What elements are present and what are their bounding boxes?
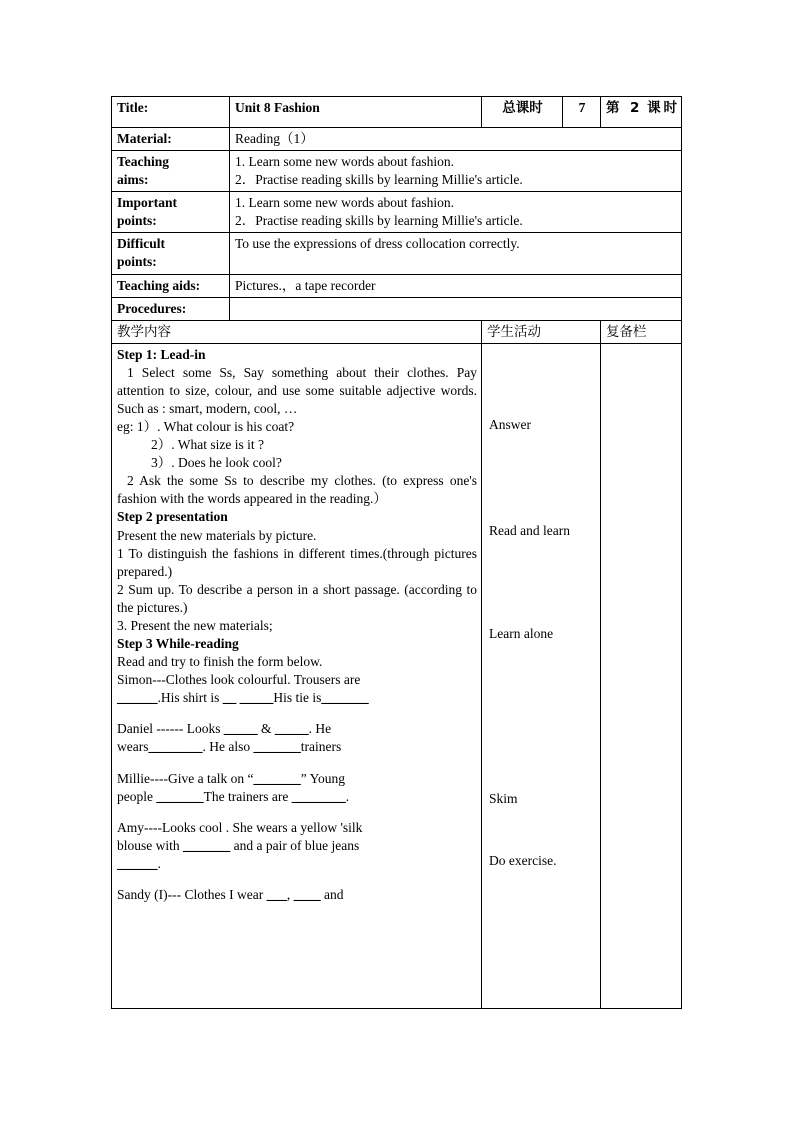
millie-text-2: ” Young xyxy=(300,770,345,786)
exercise-simon-line2 xyxy=(117,689,477,707)
important-points-value xyxy=(230,192,682,233)
amy-blank-1: _______ xyxy=(183,837,231,853)
daniel-text-2: & xyxy=(257,721,275,737)
table-row-material xyxy=(112,128,682,151)
step1-paragraph-1: 1 Select some Ss, Say something about their clothes. Pay attention to size, colour, and use some suitable adjective words. Such as : smart, modern, cool, … xyxy=(117,364,477,417)
exercise-daniel-line2 xyxy=(117,738,477,756)
exercise-amy-line3 xyxy=(117,855,477,873)
table-row-teaching-aims xyxy=(112,151,682,192)
exercise-daniel-line1 xyxy=(117,720,477,738)
teaching-aims-value xyxy=(230,151,682,192)
sandy-text-3: and xyxy=(320,886,344,902)
step1-example-3: 3）. Does he look cool? xyxy=(151,455,282,471)
teaching-aims-label xyxy=(112,151,230,192)
table-row-title xyxy=(112,97,682,128)
daniel-blank-3: ________ xyxy=(148,739,203,755)
sandy-blank-2: ____ xyxy=(293,886,321,902)
table-row-procedures xyxy=(112,297,682,320)
lesson-plan-table xyxy=(111,96,682,1009)
column-header-student-activity: 学生活动 xyxy=(482,320,601,343)
daniel-text-6: trainers xyxy=(300,739,342,755)
millie-blank-3: ________ xyxy=(291,788,346,804)
title-value: Unit 8 Fashion xyxy=(230,97,482,128)
column-header-teaching-content: 教学内容 xyxy=(112,320,482,343)
step2-item-1: 1 To distinguish the fashions in different times.(through pictures prepared.) xyxy=(117,545,477,579)
millie-blank-1: _______ xyxy=(253,770,301,786)
step2-heading: Step 2 presentation xyxy=(117,509,228,525)
material-value: Reading（1） xyxy=(230,128,682,151)
simon-text-2: His tie is xyxy=(273,690,322,706)
spacer-2 xyxy=(117,757,477,770)
amy-blank-2: ______ xyxy=(117,855,158,871)
activity-learn-alone: Learn alone xyxy=(489,625,554,641)
sandy-text-2: , xyxy=(286,886,294,902)
teaching-aims-item-1: 1. Learn some new words about fashion. xyxy=(235,154,454,170)
table-row-column-headers xyxy=(112,320,682,343)
spacer-3 xyxy=(117,806,477,819)
difficult-points-label-line1: Difficult xyxy=(117,236,165,252)
teaching-aims-item-2: 2．Practise reading skills by learning Millie's article. xyxy=(235,172,523,188)
difficult-points-value: To use the expressions of dress collocation correctly. xyxy=(230,233,682,274)
step2-item-3: 3. Present the new materials; xyxy=(117,617,273,633)
daniel-blank-2: _____ xyxy=(274,721,309,737)
teaching-aims-label-line2: aims: xyxy=(117,172,149,188)
sandy-text-1: Sandy (I)--- Clothes I wear xyxy=(117,886,267,902)
amy-text-3: . xyxy=(157,855,161,871)
millie-text-4: The trainers are xyxy=(203,788,292,804)
daniel-blank-4: _______ xyxy=(253,739,301,755)
exercise-sandy-line1 xyxy=(117,886,477,904)
material-label: Material: xyxy=(112,128,230,151)
amy-text-2: and a pair of blue jeans xyxy=(230,837,360,853)
teaching-aims-label-line1: Teaching xyxy=(117,154,170,170)
activity-do-exercise: Do exercise. xyxy=(489,852,557,868)
activity-skim: Skim xyxy=(489,790,518,806)
table-row-body xyxy=(112,343,682,1008)
step1-paragraph-2: 2 Ask the some Ss to describe my clothes. (to express one's fashion with the words appeared in the reading.） xyxy=(117,473,477,507)
daniel-text-1: Daniel ------ Looks xyxy=(117,721,224,737)
daniel-text-5: . He also xyxy=(202,739,254,755)
sandy-blank-1: ___ xyxy=(266,886,287,902)
millie-text-3: people xyxy=(117,788,157,804)
student-activity-cell xyxy=(482,343,601,1008)
millie-text-1: Millie----Give a talk on “ xyxy=(117,770,254,786)
revision-column-cell xyxy=(601,343,682,1008)
millie-text-5: . xyxy=(345,788,350,804)
title-label: Title: xyxy=(112,97,230,128)
simon-blank-1: ______ xyxy=(117,690,158,706)
simon-blank-2: __ xyxy=(222,690,237,706)
current-period-label: 第 2 课时 xyxy=(601,97,682,128)
important-points-item-1: 1. Learn some new words about fashion. xyxy=(235,195,454,211)
difficult-points-label-line2: points: xyxy=(117,254,157,270)
important-points-label-line2: points: xyxy=(117,213,157,229)
exercise-amy-line1: Amy----Looks cool . She wears a yellow 'silk xyxy=(117,819,363,835)
table-row-teaching-aids xyxy=(112,274,682,297)
daniel-text-3: . He xyxy=(308,721,332,737)
procedures-value xyxy=(230,297,682,320)
step1-example-2: 2）. What size is it ? xyxy=(151,437,264,453)
exercise-millie-line2 xyxy=(117,788,477,806)
step1-example-1: eg: 1）. What colour is his coat? xyxy=(117,419,295,435)
step3-heading: Step 3 While-reading xyxy=(117,636,239,652)
step2-item-2: 2 Sum up. To describe a person in a short passage. (according to the pictures.) xyxy=(117,581,477,615)
total-periods-value: 7 xyxy=(563,97,601,128)
column-header-revision: 复备栏 xyxy=(601,320,682,343)
exercise-amy-line2 xyxy=(117,837,477,855)
step2-intro: Present the new materials by picture. xyxy=(117,527,317,543)
table-row-important-points xyxy=(112,192,682,233)
spacer-4 xyxy=(117,873,477,886)
teaching-aids-value: Pictures.，a tape recorder xyxy=(230,274,682,297)
simon-blank-3: _____ xyxy=(239,690,274,706)
daniel-blank-1: _____ xyxy=(223,721,258,737)
step1-heading: Step 1: Lead-in xyxy=(117,346,206,362)
important-points-label-line1: Important xyxy=(117,195,177,211)
activity-read-and-learn: Read and learn xyxy=(489,522,570,538)
millie-blank-2: _______ xyxy=(156,788,204,804)
spacer-1 xyxy=(117,707,477,720)
teaching-aids-label: Teaching aids: xyxy=(112,274,230,297)
step3-intro: Read and try to finish the form below. xyxy=(117,654,323,670)
difficult-points-label xyxy=(112,233,230,274)
important-points-label xyxy=(112,192,230,233)
amy-text-1: blouse with xyxy=(117,837,183,853)
total-periods-label: 总课时 xyxy=(482,97,563,128)
simon-text-1: .His shirt is xyxy=(157,690,223,706)
procedures-label: Procedures: xyxy=(112,297,230,320)
exercise-simon-line1: Simon---Clothes look colourful. Trousers are xyxy=(117,672,361,688)
table-row-difficult-points xyxy=(112,233,682,274)
important-points-item-2: 2．Practise reading skills by learning Millie's article. xyxy=(235,213,523,229)
simon-blank-4: _______ xyxy=(321,690,369,706)
daniel-text-4: wears xyxy=(117,739,149,755)
exercise-millie-line1 xyxy=(117,770,477,788)
teaching-content-cell xyxy=(112,343,482,1008)
activity-answer: Answer xyxy=(489,416,531,432)
